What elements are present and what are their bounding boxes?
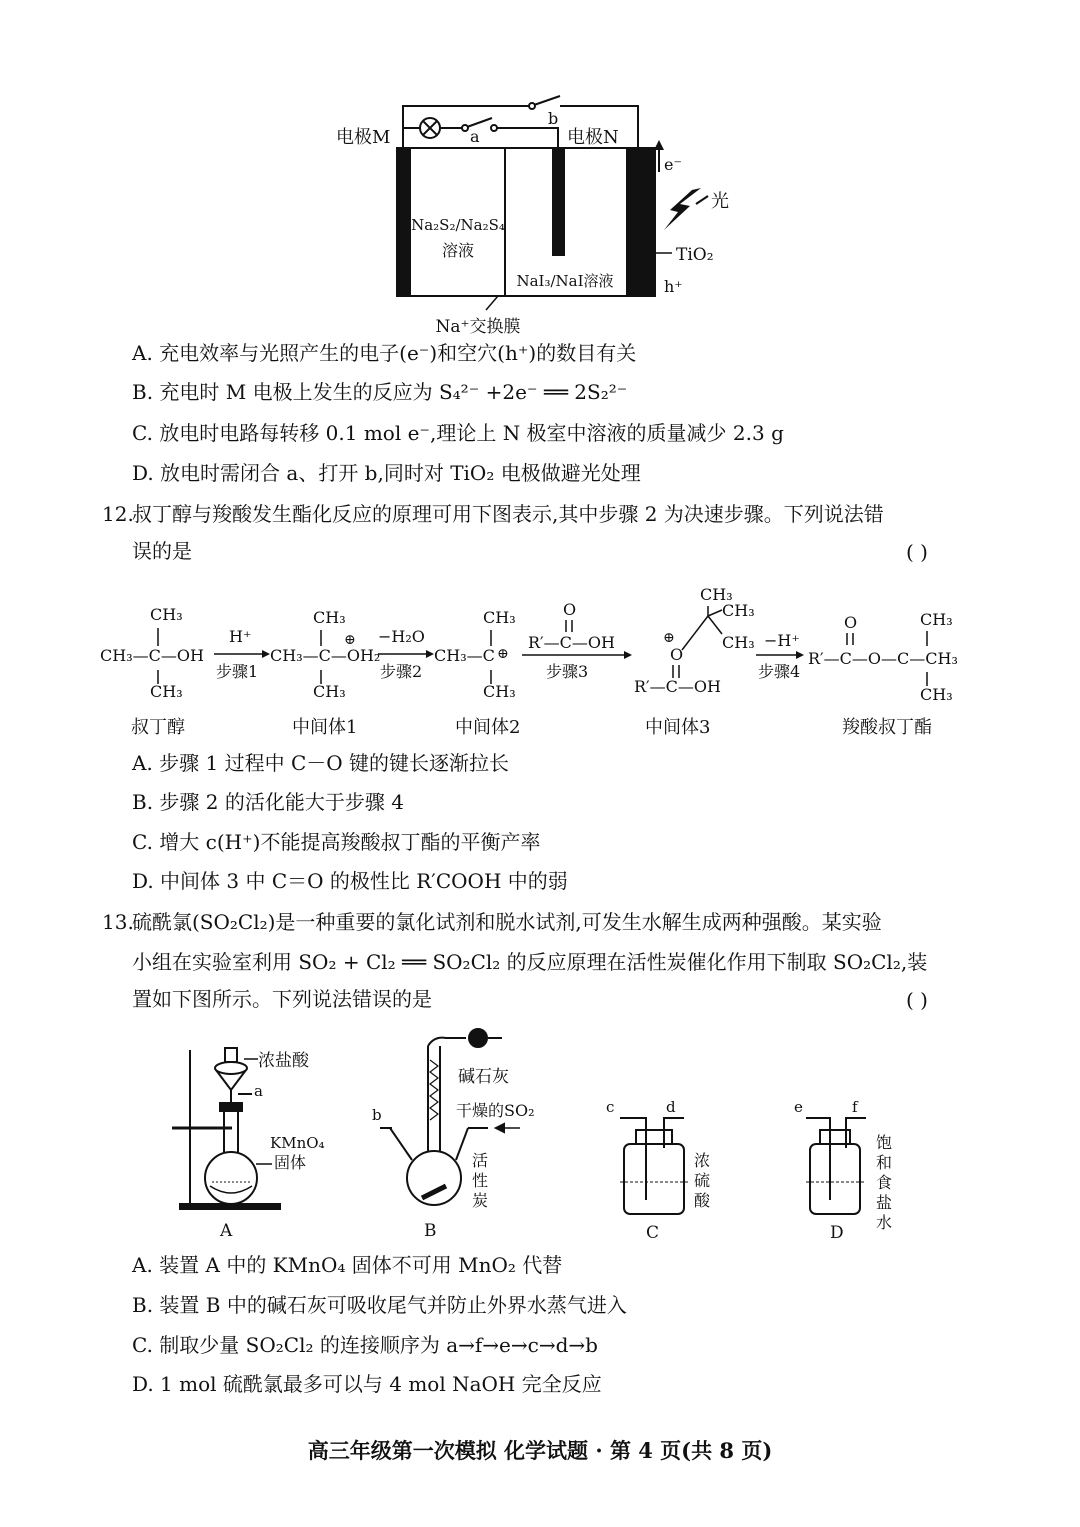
int3-oplus: ⊕ [663, 630, 675, 646]
tio2-label: TiO₂ [676, 245, 714, 265]
int1-oplus: ⊕ [344, 632, 356, 648]
name-tert-butanol: 叔丁醇 [131, 717, 185, 738]
q13-option-c: C. 制取少量 SO₂Cl₂ 的连接顺序为 a→f→e→c→d→b [132, 1333, 598, 1357]
int2-bottom-ch3: CH₃ [483, 682, 516, 701]
label-brine-3: 食 [876, 1173, 893, 1192]
port-a: a [254, 1082, 263, 1100]
page-footer: 高三年级第一次模拟 化学试题 · 第 4 页(共 8 页) [307, 1438, 773, 1463]
right-solution-label: NaI₃/NaI溶液 [516, 272, 614, 290]
name-intermediate-3: 中间体3 [645, 717, 711, 738]
int3-top-ch3: CH₃ [700, 585, 733, 604]
q12-option-a: A. 步骤 1 过程中 C－O 键的键长逐渐拉长 [132, 751, 510, 775]
step1-reagent: H⁺ [229, 627, 252, 646]
int2-oplus: ⊕ [497, 646, 509, 662]
port-c: c [606, 1098, 615, 1116]
int1-top-ch3: CH₃ [313, 608, 346, 627]
step2-reagent: −H₂O [378, 627, 425, 646]
label-soda-lime: 碱石灰 [458, 1067, 509, 1087]
label-carbon-1: 活 [472, 1151, 489, 1170]
q11-option-d: D. 放电时需闭合 a、打开 b,同时对 TiO₂ 电极做避光处理 [132, 461, 641, 485]
step3-label: 步骤3 [546, 662, 589, 681]
step4-reagent: −H⁺ [764, 631, 800, 650]
q11-option-c: C. 放电时电路每转移 0.1 mol e⁻,理论上 N 极室中溶液的质量减少 2.3 g [132, 421, 784, 445]
apparatus-a [172, 1048, 280, 1209]
tert-butanol-bottom-ch3: CH₃ [150, 682, 183, 701]
ester-body: R′—C—O—C—CH₃ [808, 649, 958, 668]
switch-a-label: a [470, 127, 480, 146]
name-intermediate-2: 中间体2 [455, 717, 521, 738]
apparatus-d [806, 1118, 866, 1214]
int1-bottom-ch3: CH₃ [313, 682, 346, 701]
q13-option-d: D. 1 mol 硫酰氯最多可以与 4 mol NaOH 完全反应 [132, 1372, 602, 1396]
step1-label: 步骤1 [216, 662, 259, 681]
q12-option-d: D. 中间体 3 中 C＝O 的极性比 R′COOH 中的弱 [132, 869, 568, 893]
int2-top-ch3: CH₃ [483, 608, 516, 627]
label-h2so4-3: 酸 [694, 1191, 711, 1210]
apparatus-label-d: D [830, 1223, 844, 1243]
apparatus-c [620, 1118, 688, 1214]
electrode-m-label: 电极M [336, 127, 391, 148]
ester-bottom-ch3: CH₃ [920, 685, 953, 704]
q12-number: 12. [102, 502, 134, 526]
q13-option-b: B. 装置 B 中的碱石灰可吸收尾气并防止外界水蒸气进入 [132, 1293, 627, 1317]
q11-option-a: A. 充电效率与光照产生的电子(e⁻)和空穴(h⁺)的数目有关 [132, 341, 637, 365]
q13-stem-line3: 置如下图所示。下列说法错误的是 [132, 987, 432, 1011]
label-brine-1: 饱 [876, 1133, 893, 1152]
int3-o: O [670, 645, 684, 664]
left-solution-label: Na₂S₂/Na₂S₄ [411, 216, 505, 234]
int2-body: CH₃—C [434, 646, 495, 665]
q12-stem-line2: 误的是 [132, 539, 192, 563]
switch-b-label: b [548, 109, 559, 128]
light-label: 光 [711, 191, 729, 212]
electrode-n-label: 电极N [567, 127, 619, 148]
ester-top-ch3: CH₃ [920, 610, 953, 629]
port-b: b [372, 1106, 382, 1124]
label-kmno4: KMnO₄ [270, 1134, 325, 1152]
q13-stem-line1: 硫酰氯(SO₂Cl₂)是一种重要的氯化试剂和脱水试剂,可发生水解生成两种强酸。某实验 [132, 910, 882, 934]
membrane-label: Na⁺交换膜 [435, 317, 521, 337]
tert-butanol-body: CH₃—C—OH [100, 646, 204, 665]
tert-butanol-top-ch3: CH₃ [150, 605, 183, 624]
q13-answer-paren: ( ) [906, 988, 928, 1012]
q12-stem-line1: 叔丁醇与羧酸发生酯化反应的原理可用下图表示,其中步骤 2 为决速步骤。下列说法错 [132, 502, 884, 526]
name-intermediate-1: 中间体1 [292, 717, 358, 738]
acid-body: R′—C—OH [528, 633, 615, 652]
q11-option-b: B. 充电时 M 电极上发生的反应为 S₄²⁻ +2e⁻ ══ 2S₂²⁻ [132, 380, 628, 404]
int1-body: CH₃—C—OH₂ [270, 646, 381, 665]
label-h2so4-2: 硫 [694, 1171, 711, 1190]
q12-option-b: B. 步骤 2 的活化能大于步骤 4 [132, 790, 404, 814]
port-d: d [666, 1098, 676, 1116]
left-solution-label-2: 溶液 [441, 241, 475, 260]
q13-stem-line2: 小组在实验室利用 SO₂ + Cl₂ ══ SO₂Cl₂ 的反应原理在活性炭催化作用下制取 SO₂Cl₂,装 [132, 950, 928, 974]
q12-option-c: C. 增大 c(H⁺)不能提高羧酸叔丁酯的平衡产率 [132, 830, 541, 854]
ester-carbonyl-o: O [844, 613, 858, 632]
port-f: f [852, 1098, 858, 1116]
electron-label: e⁻ [664, 155, 682, 174]
label-carbon-2: 性 [472, 1171, 489, 1190]
label-carbon-3: 炭 [472, 1191, 489, 1210]
apparatus-label-b: B [424, 1221, 437, 1241]
acid-carbonyl-o: O [563, 600, 577, 619]
int3-right-ch3: CH₃ [722, 601, 755, 620]
int3-acid-body: R′—C—OH [634, 677, 721, 696]
q13-number: 13. [102, 910, 134, 934]
step4-label: 步骤4 [758, 662, 801, 681]
name-ester: 羧酸叔丁酯 [842, 717, 932, 738]
label-brine-4: 盐 [876, 1193, 893, 1212]
label-brine-5: 水 [876, 1213, 893, 1232]
label-dry-so2: 干燥的SO₂ [456, 1101, 535, 1120]
q12-answer-paren: ( ) [906, 540, 928, 564]
apparatus-label-c: C [646, 1223, 660, 1243]
hole-label: h⁺ [664, 277, 683, 296]
q13-option-a: A. 装置 A 中的 KMnO₄ 固体不可用 MnO₂ 代替 [132, 1253, 563, 1277]
apparatus-label-a: A [220, 1221, 233, 1241]
label-h2so4-1: 浓 [694, 1151, 711, 1170]
label-hcl: 浓盐酸 [258, 1051, 309, 1071]
port-e: e [794, 1098, 803, 1116]
label-solid: 固体 [274, 1153, 307, 1172]
int3-right-ch3-2: CH₃ [722, 633, 755, 652]
label-brine-2: 和 [876, 1153, 893, 1172]
step2-label: 步骤2 [380, 662, 423, 681]
